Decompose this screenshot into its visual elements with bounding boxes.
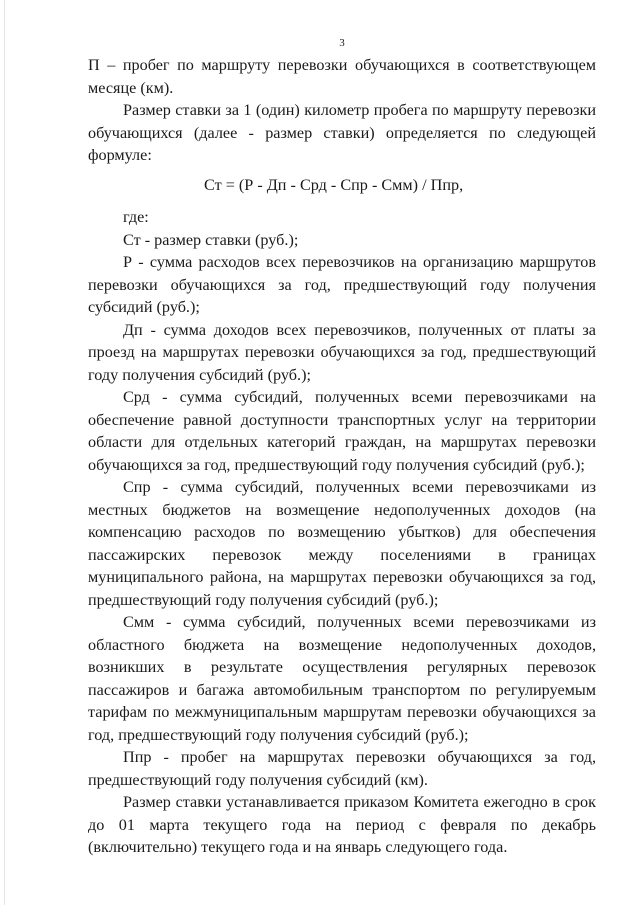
paragraph-smm-definition: Смм - сумма субсидий, полученных всеми перевозчиками из областного бюджета на возмещение недополученных доходов, возникших в результате осуществления регулярных перевозок пассажиров и багажа автомобильным транспортом по регулируемым тарифам по межмуниципальным маршрутам перевозки обучающихся за год, предшествующий году получения субсидий (руб.); xyxy=(88,613,596,744)
paragraph-st-definition: Ст - размер ставки (руб.); xyxy=(123,230,299,249)
paragraph-ppr-definition: Ппр - пробег на маршрутах перевозки обучающихся за год, предшествующий году получения субсидий (км). xyxy=(88,748,596,789)
paragraph-p-definition: П – пробег по маршруту перевозки обучающихся в соответствующем месяце (км). xyxy=(88,56,596,97)
rate-formula: Ст = (Р - Дп - Срд - Спр - Смм) / Ппр, xyxy=(204,175,464,194)
paragraph-where: где: xyxy=(123,208,149,226)
paragraph-rate-order: Размер ставки устанавливается приказом Комитета ежегодно в срок до 01 марта текущего года на период с февраля по декабрь (включительно) текущего года и на январь следующего года. xyxy=(88,793,596,856)
paragraph-r-definition: Р - сумма расходов всех перевозчиков на организацию маршрутов перевозки обучающихся за год, предшествующий году получения субсидий (руб.); xyxy=(88,253,596,316)
paragraph-spr-definition: Спр - сумма субсидий, полученных всеми перевозчиками из местных бюджетов на возмещение недополученных доходов (на компенсацию расходов по возмещению убытков) для обеспечения пассажирских перевозок между поселениями в границах муниципального района, на маршрутах перевозки обучающихся за год, предшествующий году получения субсидий (руб.); xyxy=(88,478,596,609)
paragraph-srd-definition: Срд - сумма субсидий, полученных всеми перевозчиками на обеспечение равной доступности транспортных услуг на территории области для отдельных категорий граждан, на маршрутах перевозки обучающихся за год, предшествующий году получения субсидий (руб.); xyxy=(88,388,596,474)
paragraph-rate-intro: Размер ставки за 1 (один) километр пробега по маршруту перевозки обучающихся (далее - размер ставки) определяется по следующей формуле: xyxy=(88,101,596,164)
page-number: 3 xyxy=(339,37,345,49)
paragraph-dp-definition: Дп - сумма доходов всех перевозчиков, полученных от платы за проезд на маршрутах перевозки обучающихся за год, предшествующий году получения субсидий (руб.); xyxy=(88,320,596,384)
